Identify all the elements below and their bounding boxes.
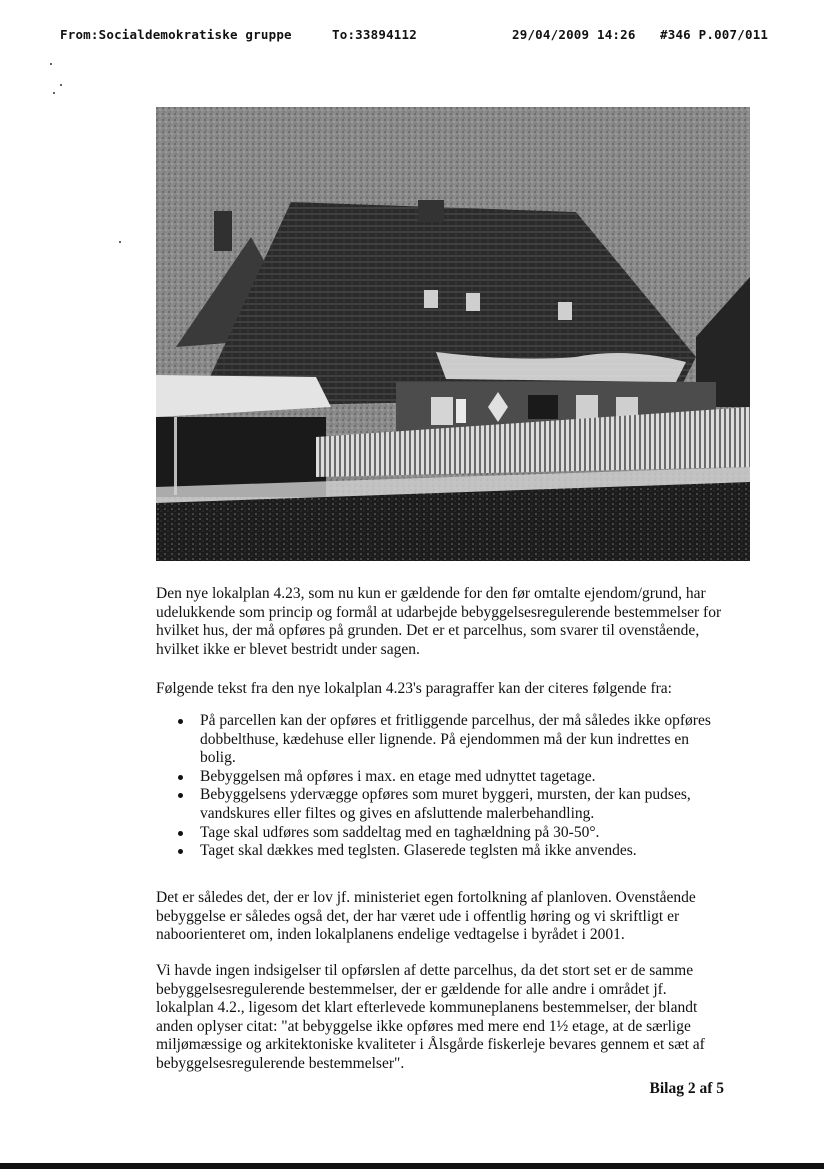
fax-to: To:33894112 xyxy=(332,27,417,42)
paragraph-ministry: Det er således det, der er lov jf. ministeriet egen fortolkning af planloven. Ovenstående bebyggelse er således også det, der har været ude i offentlig høring og vi skriftligt er naboorienteret om, inden lokalplanens endelige vedtagelse i byrådet i 2001. xyxy=(156,889,696,944)
list-item: På parcellen kan der opføres et fritliggende parcelhus, der må således ikke opføres dobbelthuse, kædehuse eller lignende. På ejendommen må der kun indrettes en bolig. xyxy=(156,712,728,768)
page-indicator: Bilag 2 af 5 xyxy=(649,1080,724,1097)
scan-speck xyxy=(119,241,121,243)
regulation-list xyxy=(156,712,728,861)
list-item: Bebyggelsen må opføres i max. en etage med udnyttet tagetage. xyxy=(156,768,728,787)
house-photo-icon xyxy=(156,107,750,561)
list-item: Taget skal dækkes med teglsten. Glaserede teglsten må ikke anvendes. xyxy=(156,842,728,861)
house-photo xyxy=(156,107,750,561)
scan-speck xyxy=(60,84,62,86)
paragraph-intro: Den nye lokalplan 4.23, som nu kun er gældende for den før omtalte ejendom/grund, har udelukkende som princip og formål at udarbejde bebyggelsesregulerende bestemmelser for hvilket hus, der må opføres på grunden. Det er et parcelhus, som svarer til ovenstående, hvilket ikke er blevet bestridt under sagen. xyxy=(156,585,722,658)
scan-speck xyxy=(53,92,55,94)
list-item: Bebyggelsens ydervægge opføres som muret byggeri, mursten, der kan pudses, vandskures eller filtes og gives en afsluttende malerbehandling. xyxy=(156,786,728,823)
fax-page-info: #346 P.007/011 xyxy=(660,27,769,42)
fax-from: From:Socialdemokratiske gruppe xyxy=(60,27,292,42)
paragraph-objection: Vi havde ingen indsigelser til opførslen af dette parcelhus, da det stort set er de samme bebyggelsesregulerende bestemmelser, der er gældende for alle andre i området jf. lokalplan 4.2., ligesom det klart efterlevede kommuneplanens bestemmelser, der blandt anden oplyser citat: "at bebyggelse ikke opføres med mere end 1½ etage, at de særlige miljømæssige og arkitektoniske kvaliteter i Ålsgårde fiskerleje bevares gennem et sæt af bebyggelsesregulerende bestemmelser". xyxy=(156,962,705,1072)
paragraph-lead: Følgende tekst fra den nye lokalplan 4.23's paragraffer kan der citeres følgende fra: xyxy=(156,680,672,697)
fax-header xyxy=(0,27,824,49)
list-item: Tage skal udføres som saddeltag med en taghældning på 30-50°. xyxy=(156,824,728,843)
fax-datetime: 29/04/2009 14:26 xyxy=(512,27,636,42)
scan-bottom-edge xyxy=(0,1163,824,1169)
scan-speck xyxy=(50,63,52,65)
